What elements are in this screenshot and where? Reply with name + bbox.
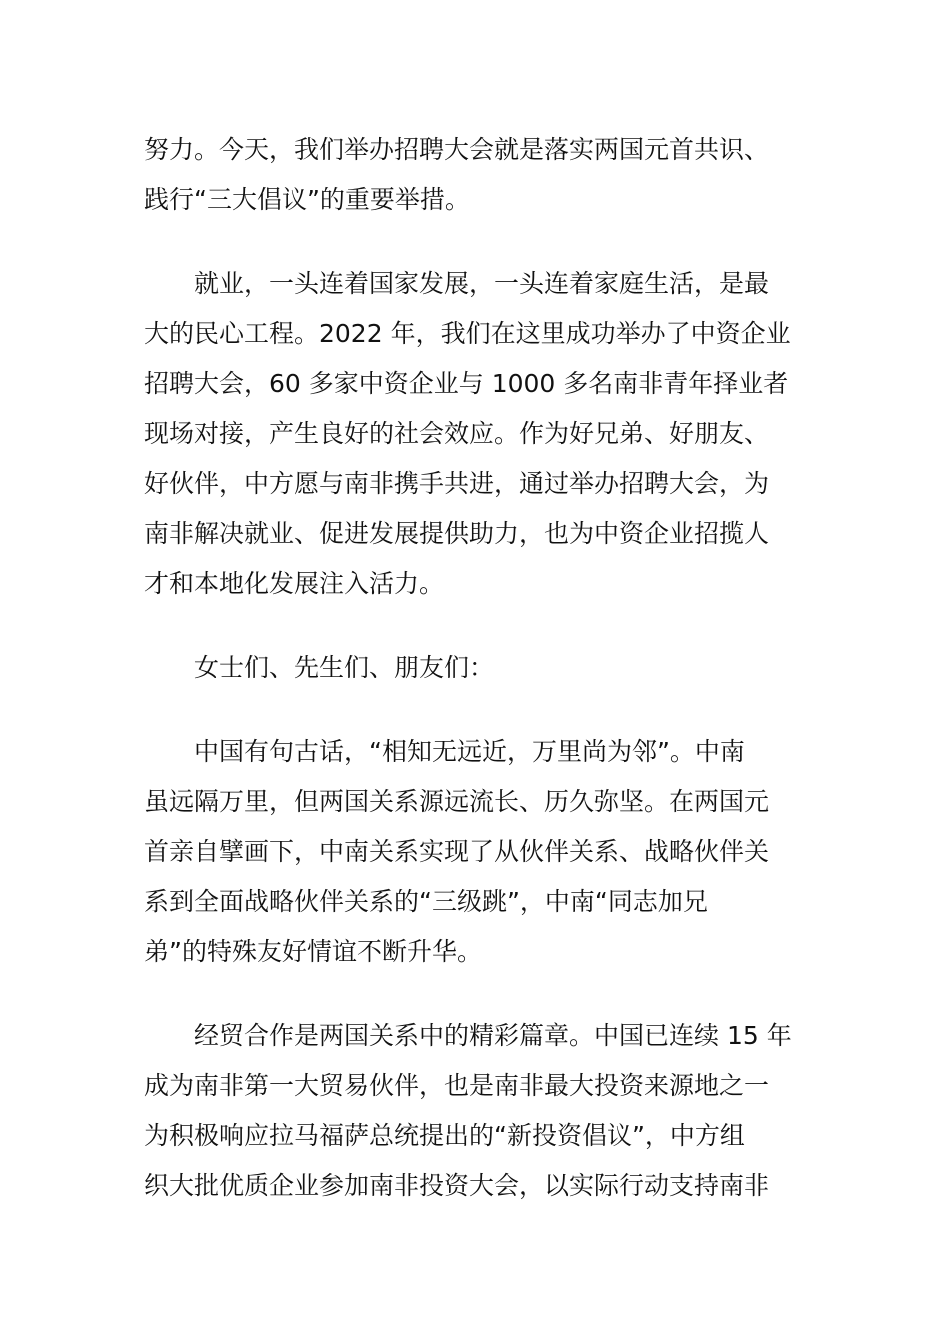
paragraph-3: [144, 643, 808, 693]
paragraph-2: [144, 259, 808, 609]
paragraph-5: [144, 1011, 808, 1211]
text-line: 践行“三大倡议”的重要举措。: [144, 185, 470, 214]
paragraph-4: [144, 727, 808, 977]
text-line: 为积极响应拉马福萨总统提出的“新投资倡议”，中方组: [144, 1121, 745, 1150]
text-line: 就业，一头连着国家发展，一头连着家庭生活，是最: [194, 269, 770, 298]
text-line: 努力。今天，我们举办招聘大会就是落实两国元首共识、: [144, 135, 770, 164]
paragraph-1: [144, 125, 808, 225]
text-line: 织大批优质企业参加南非投资大会，以实际行动支持南非: [144, 1171, 770, 1200]
text-line: 才和本地化发展注入活力。: [144, 569, 445, 598]
text-line: 好伙伴，中方愿与南非携手共进，通过举办招聘大会，为: [144, 469, 770, 498]
text-line: 成为南非第一大贸易伙伴，也是南非最大投资来源地之一: [144, 1071, 770, 1100]
text-line: 首亲自擘画下，中南关系实现了从伙伴关系、战略伙伴关: [144, 837, 770, 866]
text-line: 弟”的特殊友好情谊不断升华。: [144, 937, 482, 966]
text-line: 女士们、先生们、朋友们：: [194, 653, 495, 682]
text-line: 中国有句古话，“相知无远近，万里尚为邻”。中南: [194, 737, 745, 766]
text-line: 虽远隔万里，但两国关系源远流长、历久弥坚。在两国元: [144, 787, 770, 816]
document-body: [144, 125, 808, 1245]
text-line: 经贸合作是两国关系中的精彩篇章。中国已连续 15 年: [194, 1021, 792, 1050]
text-line: 招聘大会，60 多家中资企业与 1000 多名南非青年择业者: [144, 369, 789, 398]
text-line: 南非解决就业、促进发展提供助力，也为中资企业招揽人: [144, 519, 770, 548]
text-line: 系到全面战略伙伴关系的“三级跳”，中南“同志加兄: [144, 887, 708, 916]
text-line: 现场对接，产生良好的社会效应。作为好兄弟、好朋友、: [144, 419, 770, 448]
text-line: 大的民心工程。2022 年，我们在这里成功举办了中资企业: [144, 319, 791, 348]
